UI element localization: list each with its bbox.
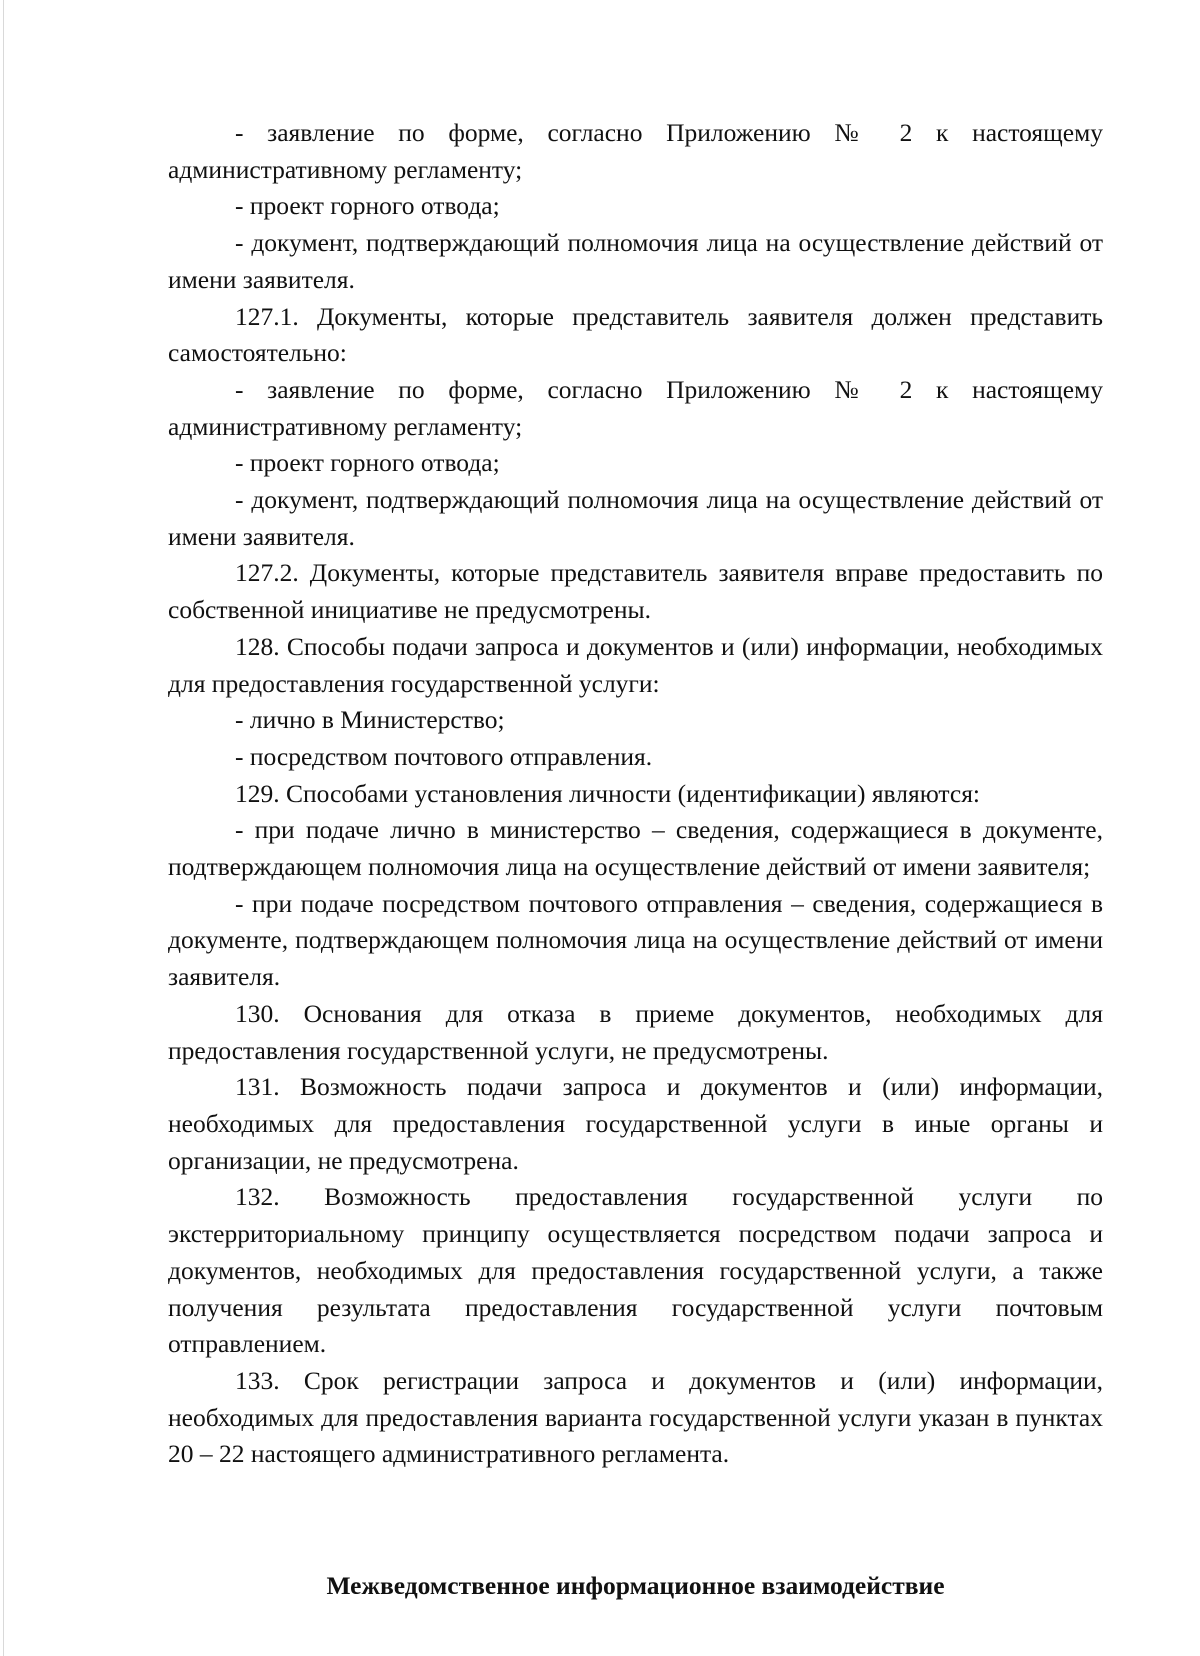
paragraph-identification-by-mail: - при подаче посредством почтового отправления – сведения, содержащиеся в документе, подтверждающем полномочия лица на осуществление действий от имени заявителя.	[168, 888, 1103, 992]
paragraph-by-mail: - посредством почтового отправления.	[235, 741, 653, 771]
paragraph-mining-project: - проект горного отвода;	[235, 191, 500, 221]
paragraph-authority-document: - документ, подтверждающий полномочия лица на осуществление действий от имени заявителя.	[168, 228, 1103, 294]
paragraph-131: 131. Возможность подачи запроса и документов и (или) информации, необходимых для предоставления государственной услуги в иные органы и организации, не предусмотрена.	[168, 1072, 1103, 1175]
paragraph-128: 128. Способы подачи запроса и документов и (или) информации, необходимых для предоставления государственной услуги:	[168, 631, 1103, 698]
paragraph-authority-document-2: - документ, подтверждающий полномочия лица на осуществление действий от имени заявителя.	[168, 485, 1103, 551]
paragraph-application-form-2: - заявление по форме, согласно Приложению № 2 к настоящему административному регламенту;	[168, 374, 1103, 441]
paragraph-identification-in-person: - при подаче лично в министерство – сведения, содержащиеся в документе, подтверждающем полномочия лица на осуществление действий от имени заявителя;	[168, 815, 1103, 882]
paragraph-mining-project-2: - проект горного отвода;	[235, 448, 500, 478]
document-body	[168, 115, 1103, 1473]
paragraph-127-2: 127.2. Документы, которые представитель заявителя вправе предоставить по собственной инициативе не предусмотрены.	[168, 558, 1103, 625]
paragraph-133: 133. Срок регистрации запроса и документов и (или) информации, необходимых для предоставления варианта государственной услуги указан в пунктах 20 – 22 настоящего административного регламента.	[168, 1365, 1103, 1469]
paragraph-132: 132. Возможность предоставления государственной услуги по экстерриториальному принципу осуществляется посредством подачи запроса и документов, необходимых для предоставления государственной услуги, а также получения результата предоставления государственной услуги почтовым отправлением.	[168, 1182, 1103, 1359]
paragraph-130: 130. Основания для отказа в приеме документов, необходимых для предоставления государственной услуги, не предусмотрены.	[168, 998, 1103, 1065]
paragraph-in-person: - лично в Министерство;	[235, 705, 505, 735]
section-heading: Межведомственное информационное взаимодействие	[326, 1571, 945, 1600]
paragraph-127-1: 127.1. Документы, которые представитель заявителя должен представить самостоятельно:	[168, 301, 1103, 368]
scan-page-edge	[3, 0, 4, 1656]
paragraph-application-form: - заявление по форме, согласно Приложению № 2 к настоящему административному регламенту;	[168, 118, 1103, 184]
paragraph-129: 129. Способами установления личности (идентификации) являются:	[235, 778, 981, 808]
